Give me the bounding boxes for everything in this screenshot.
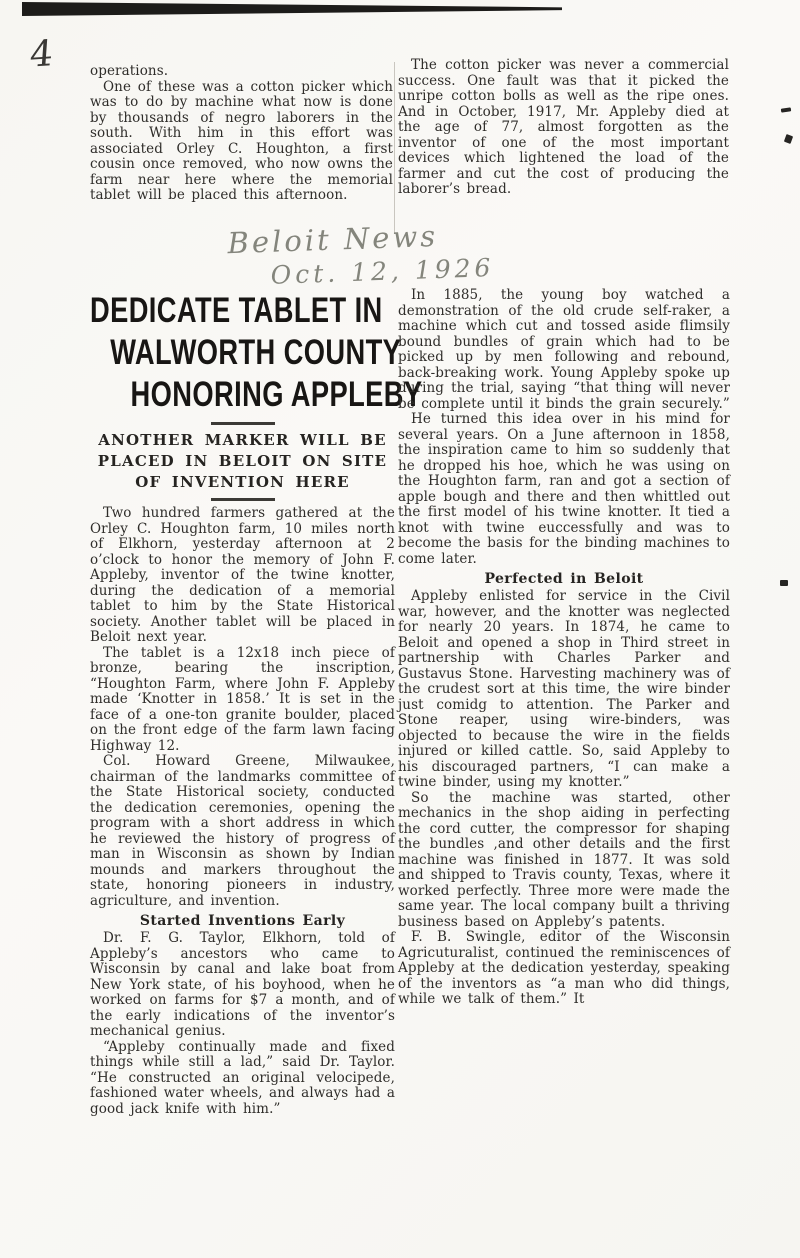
paragraph: One of these was a cotton picker which was to do by machine what now is done by thousands of negro laborers in the south. With him in this effort was associated Orley C. Houghton, a first cousin once removed, who now owns the farm near here where the memorial tablet will be placed this afternoon.: [90, 78, 393, 203]
section-subhead: Perfected in Beloit: [484, 571, 644, 587]
paragraph: Two hundred farmers gathered at the Orley C. Houghton farm, 10 miles north of Elkhorn, yesterday afternoon at 2 o’clock to honor the memory of John F. Appleby, inventor of the twine knotter, during the dedication of a memorial tablet to him by the State Historical society. Another tablet will be placed in Beloit next year.: [90, 505, 395, 645]
decorative-rule: [211, 498, 275, 501]
paragraph: The cotton picker was never a commercial success. One fault was that it picked the unripe cotton bolls as well as the ripe ones. And in October, 1917, Mr. Appleby died at the age of 77, almost forgotten as the inventor of one of the most important devices which lightened the load of the farmer and cut the cost of producing the laborer’s bread.: [398, 57, 729, 197]
paragraph: In 1885, the young boy watched a demonstration of the old crude self-raker, a machine which cut and tossed aside flimsily bound bundles of grain which had to be picked up by men following and rebound, back-breaking work. Young Appleby spoke up during the trial, saying “that thing will never be complete until it binds the grain securely.”: [398, 287, 730, 412]
scan-artifact-margin-mark: [780, 580, 788, 586]
deck-line: OF INVENTION HERE: [135, 473, 350, 491]
scan-artifact-margin-mark: [784, 134, 793, 144]
article-left-column: [90, 290, 423, 1117]
handwritten-page-number: 4: [28, 33, 55, 76]
deck-line: ANOTHER MARKER WILL BE: [98, 431, 387, 449]
paragraph: The tablet is a 12x18 inch piece of bronze, bearing the inscription, “Houghton Farm, where John F. Appleby made ‘Knotter in 1858.’ It is set in the face of a one-ton granite boulder, placed on the front edge of the farm lawn facing Highway 12.: [90, 644, 395, 754]
headline-line: DEDICATE TABLET IN: [90, 291, 383, 330]
headline-line: HONORING APPLEBY: [130, 375, 423, 414]
pre-article-right-column: [398, 58, 729, 198]
article-headline: [90, 290, 423, 416]
handwritten-publication-name: Beloit News: [226, 218, 439, 261]
deck-line: PLACED IN BELOIT ON SITE: [97, 452, 388, 470]
paragraph: Appleby enlisted for service in the Civil war, however, and the knotter was neglected for nearly 20 years. In 1874, he came to Beloit and opened a shop in Third street in partnership with Charles Parker and Gustavus Stone. Harvesting machinery was of the crudest sort at this time, the wire binder just comidg to attention. The Parker and Stone reaper, using wire-binders, was objected to because the wire in the fields injured or killed cattle. So, said Appleby to his discouraged partners, “I can make a twine binder, using my knotter.”: [398, 588, 730, 790]
scan-artifact-margin-mark: [781, 107, 791, 112]
section-subhead: Started Inventions Early: [139, 913, 346, 929]
handwritten-note: [227, 214, 589, 292]
column-rule: [394, 62, 395, 234]
paragraph: He turned this idea over in his mind for several years. On a June afternoon in 1858, the inspiration came to him so suddenly that he dropped his hoe, which he was using on the Houghton farm, ran and got a section of apple bough and there and then whittled out the first model of his twine knotter. It tied a knot with twine euccessfully and was to become the basis for the binding machines to come later.: [398, 411, 730, 567]
article-right-column: [398, 288, 730, 1008]
article-deck: [90, 430, 395, 493]
paragraph: So the machine was started, other mechanics in the shop aiding in perfecting the cord cutter, the compressor for shaping the bundles ,and other details and the first machine was finished in 1877. It was sold and shipped to Travis county, Texas, where it worked perfectly. Three more were made the same year. The local company built a thriving business based on Appleby’s patents.: [398, 789, 730, 930]
handwritten-date: Oct. 12, 1926: [270, 253, 495, 290]
paragraph: “Appleby continually made and fixed things while still a lad,” said Dr. Taylor. “He constructed an original velocipede, fashioned water wheels, and always had a good jack knife with him.”: [90, 1038, 395, 1117]
scan-artifact-top-bar: [22, 2, 562, 16]
pre-article-left-column: [90, 64, 393, 204]
paragraph: F. B. Swingle, editor of the Wisconsin Agricuturalist, continued the reminiscences of Appleby at the dedication yesterday, speaking of the inventors as “a man who did things, while we talk of them.” It: [398, 929, 730, 1007]
paragraph: Col. Howard Greene, Milwaukee, chairman of the landmarks committee of the State Historical society, conducted the dedication ceremonies, opening the program with a short address in which he reviewed the history of progress of man in Wisconsin as shown by Indian mounds and markers throughout the state, honoring pioneers in industry, agriculture, and invention.: [90, 753, 395, 909]
paragraph: operations.: [90, 63, 169, 79]
paragraph: Dr. F. G. Taylor, Elkhorn, told of Appleby’s ancestors who came to Wisconsin by canal and lake boat from New York state, of his boyhood, when he worked on farms for $7 a month, and of the early indications of the inventor’s mechanical genius.: [90, 930, 395, 1039]
headline-line: WALWORTH COUNTY: [110, 333, 402, 372]
decorative-rule: [211, 422, 275, 425]
